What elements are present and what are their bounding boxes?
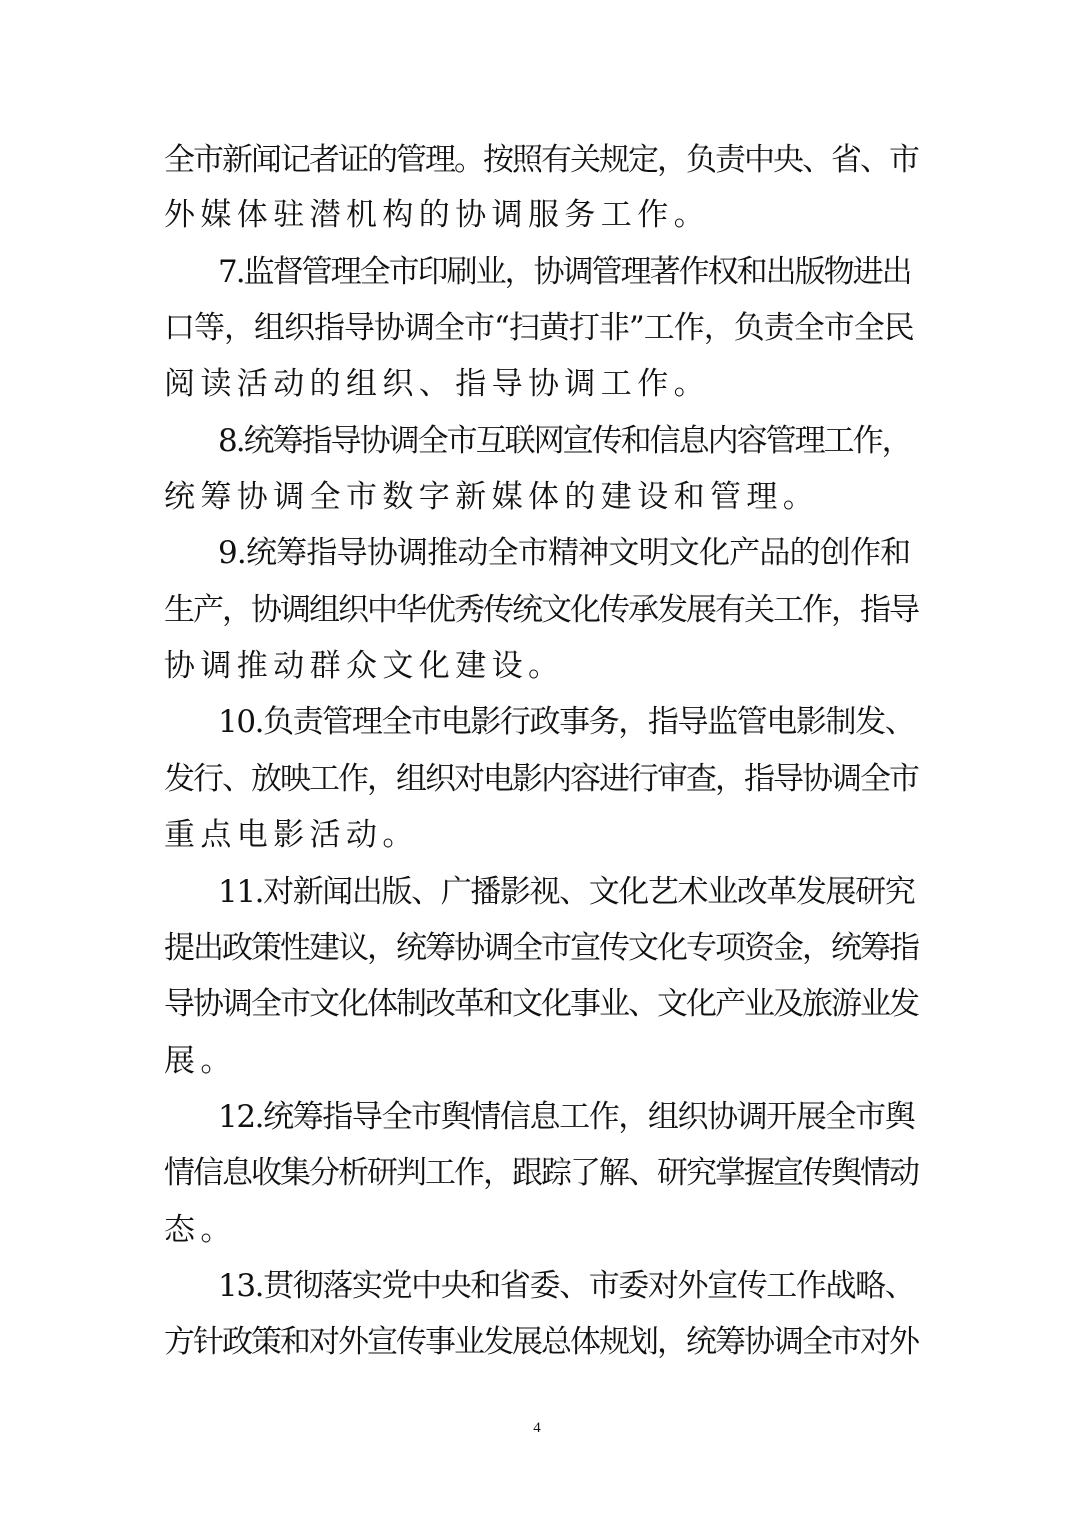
paragraph-11-line: 11.对新闻出版、广播影视、文化艺术业改革发展研究 [218, 874, 915, 910]
paragraph-7-line: 7.监督管理全市印刷业，协调管理著作权和出版物进出 [218, 254, 911, 290]
text-line: 阅读活动的组织、指导协调工作。 [164, 366, 710, 402]
text-line: 生产，协调组织中华优秀传统文化传承发展有关工作，指导 [164, 592, 918, 628]
text-line: 态。 [164, 1212, 237, 1248]
paragraph-8-line: 8.统筹指导协调全市互联网宣传和信息内容管理工作， [218, 423, 911, 459]
text-line: 全市新闻记者证的管理。按照有关规定，负责中央、省、市 [164, 142, 918, 178]
text-line: 展。 [164, 1043, 237, 1079]
paragraph-9-line: 9.统筹指导协调推动全市精神文明文化产品的创作和 [218, 535, 911, 571]
paragraph-12-line: 12.统筹指导全市舆情信息工作，组织协调开展全市舆 [218, 1099, 915, 1135]
text-line: 发行、放映工作，组织对电影内容进行审查，指导协调全市 [164, 761, 918, 797]
text-line: 方针政策和对外宣传事业发展总体规划，统筹协调全市对外 [164, 1324, 918, 1360]
text-line: 导协调全市文化体制改革和文化事业、文化产业及旅游业发 [164, 986, 918, 1022]
text-line: 统筹协调全市数字新媒体的建设和管理。 [164, 479, 820, 515]
page-number: 4 [533, 1420, 541, 1436]
text-line: 提出政策性建议，统筹协调全市宣传文化专项资金，统筹指 [164, 930, 918, 966]
text-line: 协调推动群众文化建设。 [164, 648, 565, 684]
text-line: 外媒体驻潜机构的协调服务工作。 [164, 197, 710, 233]
text-line: 口等，组织指导协调全市“扫黄打非”工作，负责全市全民 [164, 310, 914, 346]
paragraph-13-line: 13.贯彻落实党中央和省委、市委对外宣传工作战略、 [218, 1268, 915, 1304]
paragraph-10-line: 10.负责管理全市电影行政事务，指导监管电影制发、 [218, 704, 915, 740]
text-line: 情信息收集分析研判工作，跟踪了解、研究掌握宣传舆情动 [164, 1155, 918, 1191]
text-line: 重点电影活动。 [164, 817, 419, 853]
